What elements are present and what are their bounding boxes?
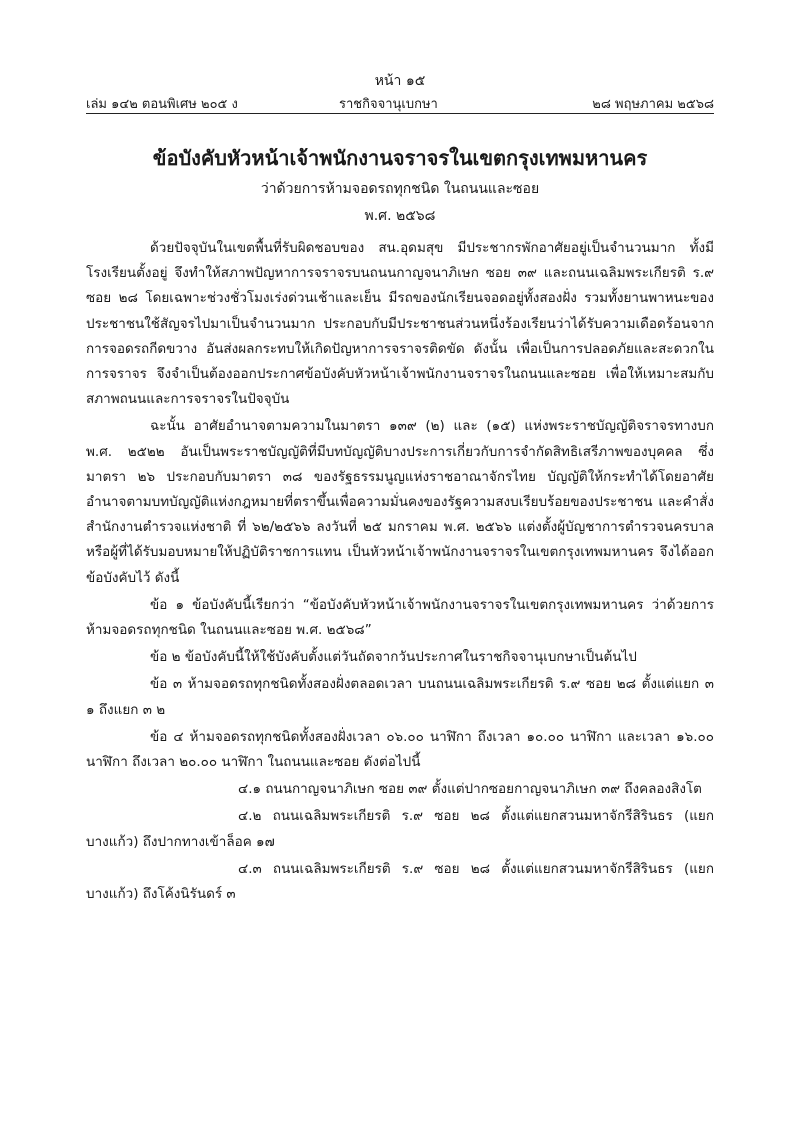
page-number: หน้า ๑๕	[374, 73, 426, 89]
clause-1: ข้อ ๑ ข้อบังคับนี้เรียกว่า “ข้อบังคับหัวหน้าเจ้าพนักงานจราจรในเขตกรุงเทพมหานคร ว่าด้วยการห้ามจอดรถทุกชนิด ในถนนและซอย พ.ศ. ๒๕๖๘”	[86, 596, 714, 639]
clause-4: ข้อ ๔ ห้ามจอดรถทุกชนิดทั้งสองฝั่งเวลา ๐๖.๐๐ นาฬิกา ถึงเวลา ๑๐.๐๐ นาฬิกา และเวลา ๑๖.๐๐ นาฬิกา ถึงเวลา ๒๐.๐๐ นาฬิกา ในถนนและซอย ดังต่อไปนี้	[86, 728, 714, 771]
gazette-header	[86, 93, 714, 111]
header-rule	[86, 113, 714, 114]
publication-date: ๒๘ พฤษภาคม ๒๕๖๘	[592, 97, 714, 112]
clause-2: ข้อ ๒ ข้อบังคับนี้ให้ใช้บังคับตั้งแต่วันถัดจากวันประกาศในราชกิจจานุเบกษาเป็นต้นไป	[150, 649, 637, 666]
document-title: ข้อบังคับหัวหน้าเจ้าพนักงานจราจรในเขตกรุงเทพมหานคร	[152, 146, 648, 170]
paragraph-background: ด้วยปัจจุบันในเขตพื้นที่รับผิดชอบของ สน.อุดมสุข มีประชากรพักอาศัยอยู่เป็นจำนวนมาก ทั้งมีโรงเรียนตั้งอยู่ จึงทำให้สภาพปัญหาการจราจรบนถนนกาญจนาภิเษก ซอย ๓๙ และถนนเฉลิมพระเกียรติ ร.๙ ซอย ๒๘ โดยเฉพาะช่วงชั่วโมงเร่งด่วนเช้าและเย็น มีรถของนักเรียนจอดอยู่ทั้งสองฝั่ง รวมทั้งยานพาหนะของประชาชนใช้สัญจรไปมาเป็นจำนวนมาก ประกอบกับมีประชาชนส่วนหนึ่งร้องเรียนว่าได้รับความเดือดร้อนจากการจอดรถกีดขวาง อันส่งผลกระทบให้เกิดปัญหาการจราจรติดขัด ดังนั้น เพื่อเป็นการปลอดภัยและสะดวกในการจราจร จึงจำเป็นต้องออกประกาศข้อบังคับหัวหน้าเจ้าพนักงานจราจรในถนนและซอย เพื่อให้เหมาะสมกับสภาพถนนและการจราจรในปัจจุบัน	[86, 240, 714, 408]
document-subtitle: ว่าด้วยการห้ามจอดรถทุกชนิด ในถนนและซอย	[260, 181, 540, 197]
clause-4-3: ๔.๓ ถนนเฉลิมพระเกียรติ ร.๙ ซอย ๒๘ ตั้งแต่แยกสวนมหาจักรีสิรินธร (แยกบางแก้ว) ถึงโค้งนิรันดร์ ๓	[86, 860, 714, 903]
clause-4-2: ๔.๒ ถนนเฉลิมพระเกียรติ ร.๙ ซอย ๒๘ ตั้งแต่แยกสวนมหาจักรีสิรินธร (แยกบางแก้ว) ถึงปากทางเข้าล็อค ๑๗	[86, 808, 714, 850]
document-body	[86, 236, 714, 907]
paragraph-authority: ฉะนั้น อาศัยอำนาจตามความในมาตรา ๑๓๙ (๒) และ (๑๕) แห่งพระราชบัญญัติจราจรทางบก พ.ศ. ๒๕๒๒ อันเป็นพระราชบัญญัติที่มีบทบัญญัติบางประการเกี่ยวกับการจำกัดสิทธิเสรีภาพของบุคคล ซึ่งมาตรา ๒๖ ประกอบกับมาตรา ๓๘ ของรัฐธรรมนูญแห่งราชอาณาจักรไทย บัญญัติให้กระทำได้โดยอาศัยอำนาจตามบทบัญญัติแห่งกฎหมายที่ตราขึ้นเพื่อความมั่นคงของรัฐความสงบเรียบร้อยของประชาชน และคำสั่งสำนักงานตำรวจแห่งชาติ ที่ ๖๒/๒๕๖๖ ลงวันที่ ๒๕ มกราคม พ.ศ. ๒๕๖๖ แต่งตั้งผู้บัญชาการตำรวจนครบาลหรือผู้ที่ได้รับมอบหมายให้ปฏิบัติราชการแทน เป็นหัวหน้าเจ้าพนักงานจราจรในเขตกรุงเทพมหานคร จึงได้ออกข้อบังคับไว้ ดังนี้	[86, 418, 714, 586]
volume-issue: เล่ม ๑๔๒ ตอนพิเศษ ๒๐๕ ง	[86, 97, 238, 112]
clause-4-1: ๔.๑ ถนนกาญจนาภิเษก ซอย ๓๙ ตั้งแต่ปากซอยกาญจนาภิเษก ๓๙ ถึงคลองสิงโต	[238, 781, 702, 798]
document-year: พ.ศ. ๒๕๖๘	[364, 208, 436, 224]
gazette-name: ราชกิจจานุเบกษา	[339, 97, 438, 112]
clause-3: ข้อ ๓ ห้ามจอดรถทุกชนิดทั้งสองฝั่งตลอดเวลา บนถนนเฉลิมพระเกียรติ ร.๙ ซอย ๒๘ ตั้งแต่แยก ๓ ๑ ถึงแยก ๓ ๒	[86, 676, 714, 718]
